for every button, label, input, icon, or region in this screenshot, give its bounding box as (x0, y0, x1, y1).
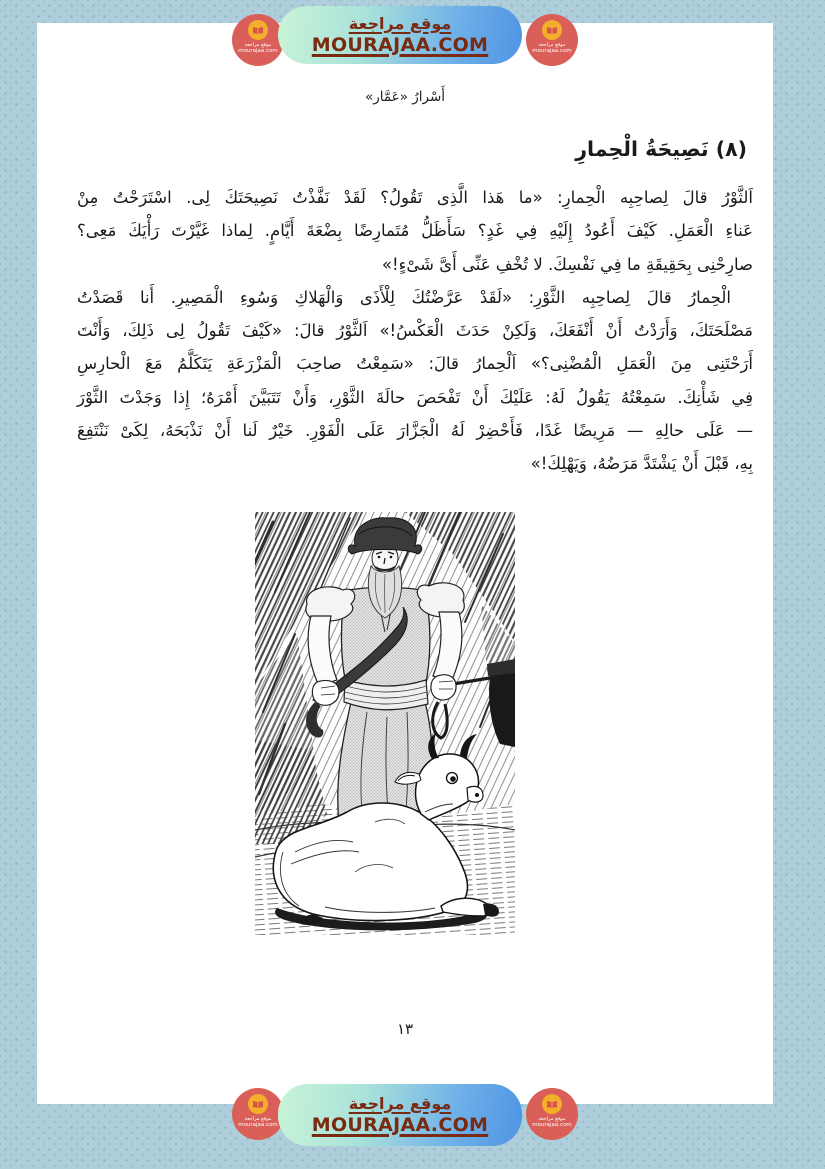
section-title: (٨) نَصِيحَةُ الْحِمارِ (575, 137, 747, 161)
story-text (37, 181, 773, 481)
text-line: بِهِ، قَبْلَ أَنْ يَشْتَدَّ مَرَضُهُ، وَيَهْلِكَ!» (530, 454, 753, 474)
logo-text-ar: موقع مراجعة (538, 1116, 566, 1122)
site-domain[interactable]: MOURAJAA.COM (311, 33, 489, 56)
book-icon (248, 1094, 268, 1114)
story-illustration (255, 512, 515, 935)
book-icon (248, 20, 268, 40)
mourajaa-logo-badge (526, 1088, 578, 1140)
page-sheet (37, 23, 773, 1104)
text-line: فِي شَأْنِكَ. سَمِعْتُهُ يَقُولُ لَهُ: عَلَيْكَ أَنْ تَفْحَصَ حالَةَ الثَّوْرِ، وَأَنْ تَتَبَيَّنَ أَمْرَهُ؛ إِذا وَجَدْتَ الثَّوْرَ (77, 387, 753, 407)
bull-muzzle (467, 786, 483, 802)
logo-text-en: mourajaa.com (238, 48, 278, 54)
site-link-pill[interactable] (278, 1084, 522, 1146)
mourajaa-logo-badge (232, 14, 284, 66)
text-line: — عَلَى حالِهِ — مَرِيضًا غَدًا، فَأَحْضِرْ لَهُ الْجَزَّارَ عَلَى الْفَوْرِ. خَيْرٌ لَنا أَنْ نَذْبَحَهُ، لِكَىْ نَنْتَفِعَ (77, 421, 753, 441)
text-line: مَصْلَحَتَكَ، وَأَرَدْتُ أَنْ أَنْفَعَكَ، وَلَكِنْ حَدَثَ الْعَكْسُ!» اَلثَّوْرُ قالَ: «كَيْفَ تَقُولُ لِى ذَلِكَ، وَأَنْتَ (77, 321, 753, 341)
mourajaa-logo-badge (232, 1088, 284, 1140)
text-line: أَرَحْتَنِى مِنَ الْعَمَلِ الْمُضْنِى؟» اَلْحِمارُ قالَ: «سَمِعْتُ صاحِبَ الْمَزْرَعَةِ يَتَكَلَّمُ مَعَ الْحارِسِ (77, 354, 753, 374)
logo-text-ar: موقع مراجعة (244, 42, 272, 48)
running-head: أَسْرارُ «عَمَّار» (364, 89, 446, 105)
book-icon (542, 20, 562, 40)
book-icon (542, 1094, 562, 1114)
logo-text-ar: موقع مراجعة (244, 1116, 272, 1122)
site-name-arabic[interactable]: موقع مراجعة (348, 13, 452, 33)
text-line: عَناءِ الْعَمَلِ. كَيْفَ أَعُودُ إِلَيْهِ فِي غَدٍ؟ سَأَظَلُّ مُتَمارِضًا بِضْعَةَ أَيَّامٍ. لِماذا غَيَّرْتَ رَأْيَكَ مَعِى؟ (77, 221, 753, 241)
logo-text-ar: موقع مراجعة (538, 42, 566, 48)
site-link-pill[interactable] (278, 6, 522, 64)
text-line: صارِحْنِى بِحَقِيقَةِ ما فِي نَفْسِكَ. لا تُخْفِ عَنِّى أَىَّ شَىْءٍ!» (381, 254, 753, 274)
site-domain[interactable]: MOURAJAA.COM (311, 1113, 489, 1136)
logo-text-en: mourajaa.com (532, 1122, 572, 1128)
text-line: الْحِمارُ قالَ لِصاحِبِه الثَّوْرِ: «لَقَدْ عَرَّضْتُكَ لِلْأَذَى وَالْهَلاكِ وَسُوءِ الْمَصِيرِ. أَنا قَصَدْتُ (77, 287, 731, 307)
logo-text-en: mourajaa.com (238, 1122, 278, 1128)
page-number: ١٣ (396, 1020, 414, 1038)
site-name-arabic[interactable]: موقع مراجعة (348, 1093, 452, 1113)
text-line: اَلثَّوْرُ قالَ لِصاحِبِه الْحِمارِ: «ما هَذا الَّذِى تَقُولُ؟ لَقَدْ نَفَّذْتُ نَصِيحَتَكَ لِى. اسْتَرَحْتُ مِنْ (77, 188, 753, 207)
logo-text-en: mourajaa.com (532, 48, 572, 54)
mourajaa-logo-badge (526, 14, 578, 66)
document-content (37, 23, 773, 1104)
